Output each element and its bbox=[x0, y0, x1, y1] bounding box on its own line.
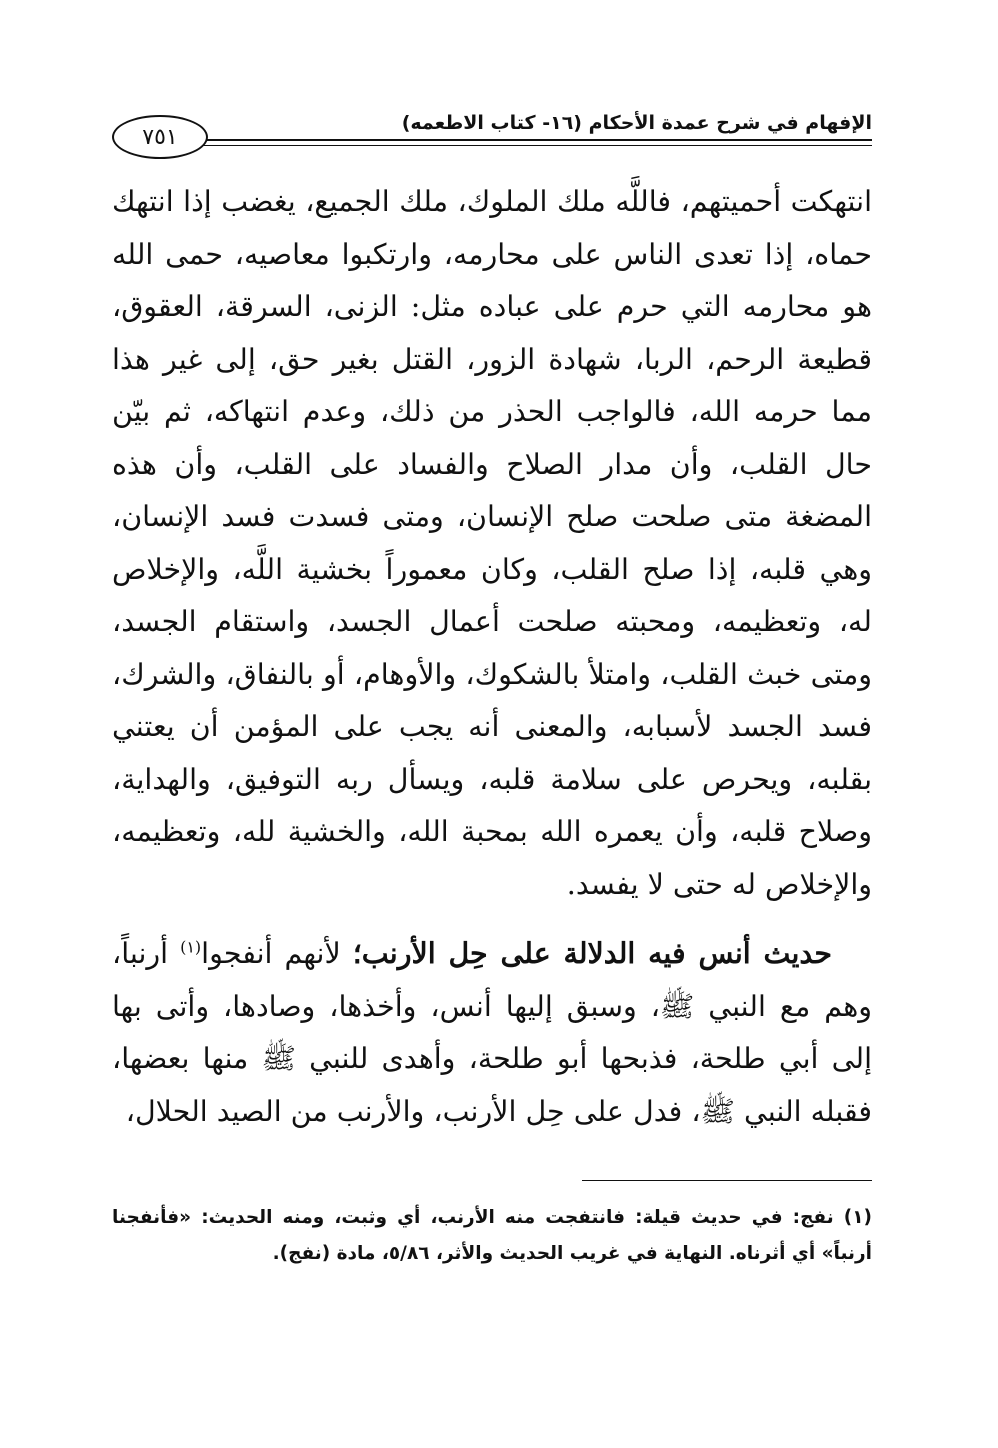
main-text bbox=[112, 176, 872, 1138]
footnote-1: (١) نفج: في حديث قيلة: فانتفجت منه الأرنب، أي وثبت، ومنه الحديث: «فأنفجنا أرنباً» أي أثرناه. النهاية في غريب الحديث والأثر، ٥/٨٦، مادة (نفج). bbox=[112, 1207, 872, 1264]
footnote-separator bbox=[582, 1180, 872, 1181]
paragraph-2-lead: حديث أنس فيه الدلالة على حِل الأرنب؛ bbox=[352, 936, 833, 970]
paragraph-2-before-ref: لأنهم أنفجوا bbox=[201, 937, 353, 970]
page-number: ٧٥١ bbox=[112, 115, 208, 159]
running-head: الإفهام في شرح عمدة الأحكام (١٦- كتاب الاطعمه) bbox=[401, 112, 872, 134]
paragraph-1: انتهكت أحميتهم، فاللَّه ملك الملوك، ملك الجميع، يغضب إذا انتهك حماه، إذا تعدى الناس على محارمه، وارتكبوا معاصيه، حمى الله هو محارمه التي حرم على عباده مثل: الزنى، السرقة، العقوق، قطيعة الرحم، الربا، شهادة الزور، القتل بغير حق، إلى غير هذا مما حرمه الله، فالواجب الحذر من ذلك، وعدم انتهاكه، ثم بيّن حال القلب، وأن مدار الصلاح والفساد على القلب، وأن هذه المضغة متى صلحت صلح الإنسان، ومتى فسدت فسد الإنسان، وهي قلبه، إذا صلح القلب، وكان معموراً بخشية اللَّه، والإخلاص له، وتعظيمه، ومحبته صلحت أعمال الجسد، واستقام الجسد، ومتى خبث القلب، وامتلأ بالشكوك، والأوهام، أو بالنفاق، والشرك، فسد الجسد لأسبابه، والمعنى أنه يجب على المؤمن أن يعتني بقلبه، ويحرص على سلامة قلبه، ويسأل ربه التوفيق، والهداية، وصلاح قلبه، وأن يعمره الله بمحبة الله، والخشية لله، وتعظيمه، والإخلاص له حتى لا يفسد. bbox=[112, 185, 872, 901]
footnote-ref-1[interactable]: (١) bbox=[180, 937, 202, 957]
footnotes bbox=[112, 1200, 872, 1272]
header-rule-thin bbox=[198, 145, 872, 146]
page-header bbox=[112, 112, 872, 160]
paragraph-2-rest: أرنباً، وهم مع النبي ﷺ، وسبق إليها أنس، وأخذها، وصادها، وأتى بها إلى أبي طلحة، فذبحها أبو طلحة، وأهدى للنبي ﷺ منها بعضها، فقبله النبي ﷺ، فدل على حِل الأرنب، والأرنب من الصيد الحلال، bbox=[112, 937, 872, 1128]
paragraph-2 bbox=[112, 927, 872, 1138]
header-rule-thick bbox=[192, 139, 872, 141]
